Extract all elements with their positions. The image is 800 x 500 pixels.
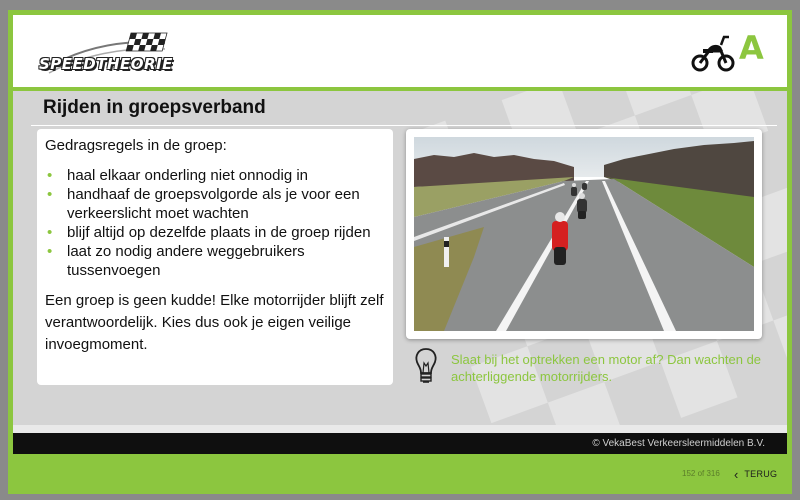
rules-list [45,166,385,280]
intro-text: Gedragsregels in de groep: [45,137,227,154]
list-item: • laat zo nodig andere weggebruikers tussenvoegen [47,243,305,279]
text-card [37,129,393,385]
logo-text: SPEEDTHEORIE [39,55,173,73]
speedtheorie-logo [39,29,173,79]
footer-bar [13,433,787,455]
navigation-bar [8,454,792,494]
chevron-left-icon: ‹ [734,466,739,482]
footer-spacer [13,425,787,433]
lightbulb-icon [413,347,439,385]
motorcycle-icon [691,31,735,75]
list-item: • haal elkaar onderling niet onnodig in [47,167,309,184]
tip-text: Slaat bij het optrekken een motor af? Dan wachten de achterliggende motorrijders. [451,352,762,384]
page-counter: 152 of 316 [682,469,720,478]
photo-frame [406,129,762,339]
back-button[interactable] [734,464,777,484]
bullet-icon: • [47,243,53,260]
app-frame [8,10,792,460]
content-area [13,91,787,425]
back-button-label: TERUG [744,469,778,479]
closing-text: Een groep is geen kudde! Elke motorrijder blijft zelf verantwoordelijk. Kies dus ook je eigen veilige invoegmoment. [45,292,384,353]
list-item: • blijf altijd op dezelfde plaats in de groep rijden [47,224,371,241]
copyright-text: © VekaBest Verkeersleermiddelen B.V. [592,438,765,449]
list-item: • handhaaf de groepsvolgorde als je voor een verkeerslicht moet wachten [47,186,360,222]
bullet-icon: • [47,186,53,203]
bottom-strip [0,494,800,500]
header [13,15,787,87]
bullet-icon: • [47,167,53,184]
license-category: A [739,29,764,67]
road-photo [414,137,754,331]
bullet-icon: • [47,224,53,241]
title-underline [31,125,777,126]
page-title: Rijden in groepsverband [43,97,266,118]
